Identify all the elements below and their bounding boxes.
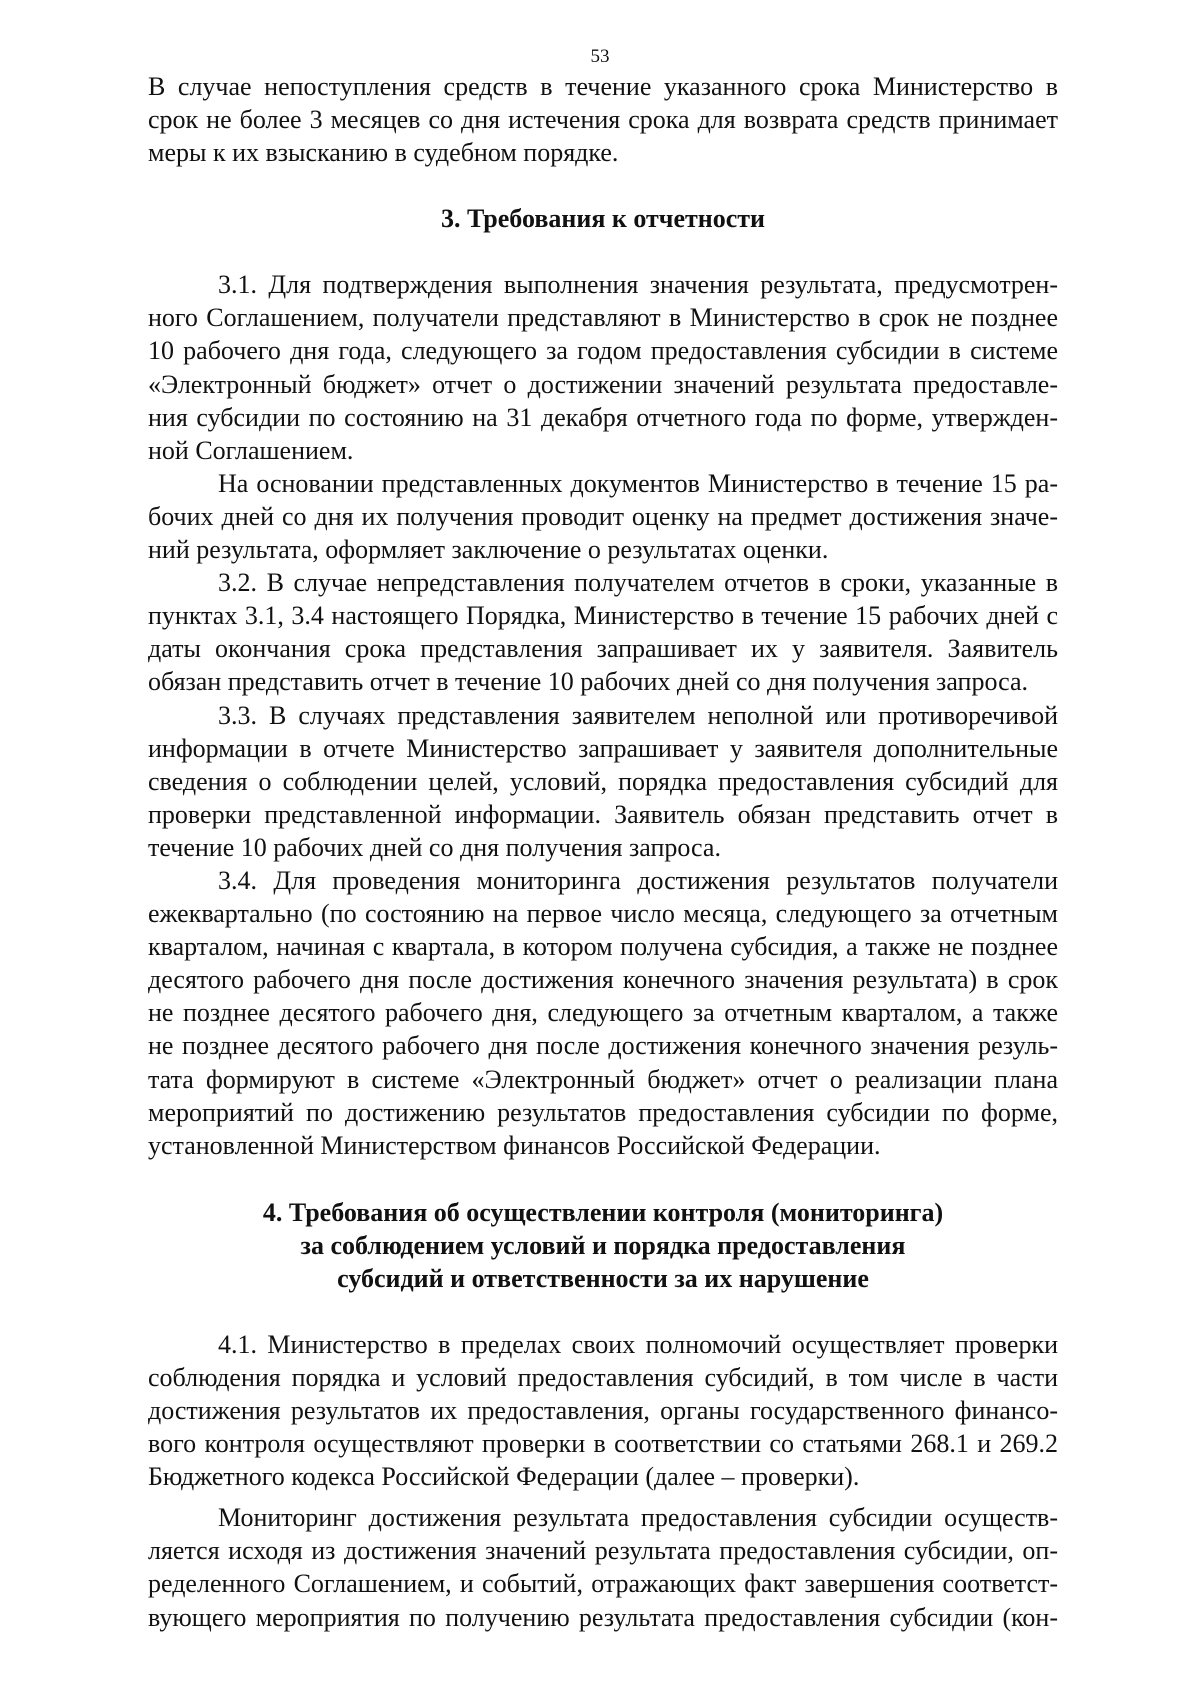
paragraph-3-4: 3.4. Для проведения мониторинга достижения результатов получатели ежеквартально (по состоянию на первое число месяца, следующего за отчетным кварталом, начиная с квартала, в котором получена субсидия, а также не позднее десятого рабочего дня после достижения конечного значения результата) в срок не позднее десятого рабочего дня, следующего за отчетным кварталом, а также не позднее десятого рабочего дня после достижения конечного значения резуль-тата формируют в системе «Электронный бюджет» отчет о реализации плана мероприятий по достижению результатов предоставления субсидии по форме, установленной Министерством финансов Российской Федерации. bbox=[148, 865, 1058, 1160]
section-4-heading bbox=[148, 1196, 1058, 1295]
section-4-heading-line-1: 4. Требования об осуществлении контроля (мониторинга) bbox=[262, 1197, 944, 1227]
section-3-heading: 3. Требования к отчетности bbox=[440, 204, 766, 234]
page-number: 53 bbox=[590, 46, 610, 67]
paragraph-3-3: 3.3. В случаях представления заявителем неполной или противоречивой информации в отчете Министерство запрашивает у заявителя дополнительные сведения о соблюдении целей, условий, порядка предоставления субсидий для проверки представленной информации. Заявитель обязан представить отчет в течение 10 рабочих дней со дня получения запроса. bbox=[148, 700, 1058, 862]
intro-paragraph: В случае непоступления средств в течение указанного срока Министерство в срок не более 3 месяцев со дня истечения срока для возврата средств принимает меры к их взысканию в судебном порядке. bbox=[148, 72, 1058, 168]
section-4-heading-line-3: субсидий и ответственности за их нарушение bbox=[337, 1263, 869, 1293]
paragraph-3-1-assessment: На основании представленных документов Министерство в течение 15 ра-бочих дней со дня их получения проводит оценку на предмет достижения значе-ний результата, оформляет заключение о результатах оценки. bbox=[148, 468, 1058, 565]
section-4-heading-line-2: за соблюдением условий и порядка предоставления bbox=[300, 1230, 906, 1260]
document-body bbox=[148, 70, 1058, 1634]
paragraph-3-1: 3.1. Для подтверждения выполнения значения результата, предусмотрен-ного Соглашением, получатели представляют в Министерство в срок не позднее 10 рабочего дня года, следующего за годом предоставления субсидии в системе «Электронный бюджет» отчет о достижении значений результата предоставле-ния субсидии по состоянию на 31 декабря отчетного года по форме, утвержден-ной Соглашением. bbox=[148, 270, 1058, 465]
paragraph-3-2: 3.2. В случае непредставления получателем отчетов в сроки, указанные в пунктах 3.1, 3.4 настоящего Порядка, Министерство в течение 15 рабочих дней с даты окончания срока представления запрашивает их у заявителя. Заявитель обязан представить отчет в течение 10 рабочих дней со дня получения запроса. bbox=[148, 568, 1058, 697]
paragraph-4-1: 4.1. Министерство в пределах своих полномочий осуществляет проверки соблюдения порядка и условий предоставления субсидий, в том числе в части достижения результатов их предоставления, органы государственного финансо-вого контроля осуществляют проверки в соответствии со статьями 268.1 и 269.2 Бюджетного кодекса Российской Федерации (далее – проверки). bbox=[148, 1329, 1058, 1492]
paragraph-monitoring: Мониторинг достижения результата предоставления субсидии осуществ-ляется исходя из достижения значений результата предоставления субсидии, оп-ределенного Соглашением, и событий, отражающих факт завершения соответст-вующего мероприятия по получению результата предоставления субсидии (кон- bbox=[148, 1503, 1058, 1632]
